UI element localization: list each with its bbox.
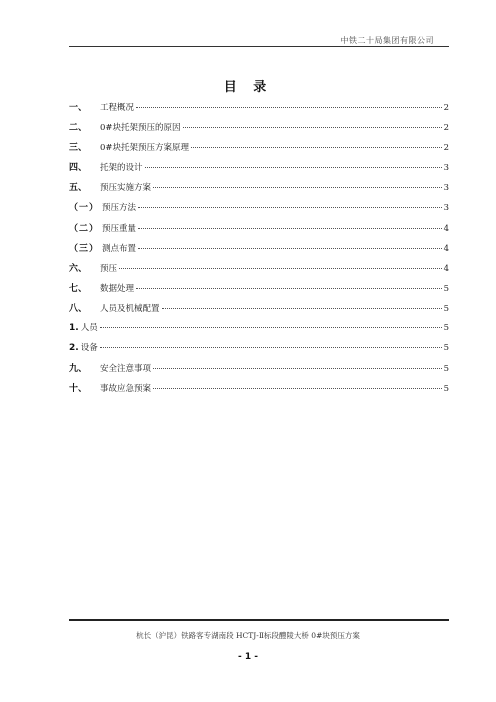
- toc-entry-label: 托架的设计: [100, 163, 143, 174]
- table-of-contents: [69, 100, 449, 401]
- footer-divider: [69, 619, 449, 621]
- toc-entry-page: 3: [443, 203, 449, 214]
- toc-entry[interactable]: [69, 100, 449, 120]
- toc-entry-label: 工程概况: [100, 103, 135, 113]
- toc-entry-page: 3: [443, 183, 449, 194]
- toc-dot-leader: [136, 107, 442, 108]
- toc-entry[interactable]: [69, 341, 449, 361]
- toc-dot-leader: [136, 288, 442, 289]
- toc-entry-label: 设备: [80, 343, 98, 354]
- toc-entry-page: 5: [443, 364, 449, 375]
- toc-entry-label: 人员: [80, 323, 98, 334]
- toc-entry[interactable]: [69, 160, 449, 180]
- toc-dot-leader: [138, 228, 442, 229]
- toc-entry-number: 三、: [69, 143, 88, 154]
- toc-dot-leader: [138, 248, 442, 249]
- toc-entry-page: 3: [443, 163, 449, 174]
- toc-entry-number: 五、: [69, 183, 88, 194]
- toc-entry-page: 4: [443, 223, 449, 234]
- toc-dot-leader: [153, 388, 442, 389]
- toc-entry-page: 2: [443, 123, 449, 134]
- toc-entry[interactable]: [69, 321, 449, 341]
- toc-entry-number: （三）: [69, 243, 100, 254]
- toc-entry-label: 预压方法: [102, 203, 137, 214]
- toc-entry-label: 0#块托架预压的原因: [100, 123, 181, 134]
- toc-entry[interactable]: [69, 200, 449, 220]
- toc-entry[interactable]: [69, 140, 449, 160]
- toc-entry-page: 5: [443, 283, 449, 294]
- toc-entry-page: 5: [443, 343, 449, 354]
- toc-entry-label: 事故应急预案: [100, 384, 152, 395]
- toc-entry-page: 4: [443, 263, 449, 274]
- page-number: - 1 -: [238, 652, 258, 662]
- toc-entry[interactable]: [69, 241, 449, 261]
- toc-entry-number: 七、: [69, 283, 88, 294]
- toc-entry-label: 0#块托架预压方案原理: [100, 143, 190, 154]
- toc-entry[interactable]: [69, 261, 449, 281]
- toc-entry-page: 4: [443, 243, 449, 254]
- toc-entry-page: 2: [443, 103, 449, 113]
- toc-entry-label: 人员及机械配置: [100, 303, 160, 314]
- toc-entry-page: 2: [443, 143, 449, 154]
- toc-dot-leader: [153, 187, 442, 188]
- header-company-name: 中铁二十局集团有限公司: [340, 36, 434, 45]
- toc-entry-number: 九、: [69, 364, 88, 375]
- footer-project-title: 杭长（沪昆）铁路客专湖南段 HCTJ-Ⅱ标段醴陵大桥 0#块预压方案: [136, 631, 360, 640]
- toc-entry[interactable]: [69, 381, 449, 401]
- toc-entry[interactable]: [69, 281, 449, 301]
- toc-entry-page: 5: [443, 384, 449, 395]
- toc-entry-number: （一）: [69, 203, 100, 214]
- header-divider: [69, 46, 449, 47]
- toc-entry[interactable]: [69, 361, 449, 381]
- toc-dot-leader: [183, 127, 442, 128]
- toc-entry[interactable]: [69, 301, 449, 321]
- toc-entry-label: 预压实施方案: [100, 183, 152, 194]
- toc-entry-number: （二）: [69, 223, 100, 234]
- toc-entry-label: 测点布置: [102, 243, 137, 254]
- toc-dot-leader: [100, 347, 442, 348]
- toc-entry-label: 数据处理: [100, 283, 135, 294]
- toc-entry[interactable]: [69, 221, 449, 241]
- toc-entry-number: 十、: [69, 384, 88, 395]
- toc-entry-number: 四、: [69, 163, 88, 174]
- toc-title: 目 录: [223, 80, 273, 95]
- toc-entry-label: 预压重量: [102, 223, 137, 234]
- toc-entry-number: 2.: [69, 343, 79, 354]
- toc-entry-page: 5: [443, 323, 449, 334]
- toc-dot-leader: [145, 167, 442, 168]
- toc-entry-label: 安全注意事项: [100, 364, 152, 375]
- toc-entry-page: 5: [443, 303, 449, 314]
- toc-entry[interactable]: [69, 120, 449, 140]
- toc-dot-leader: [100, 327, 442, 328]
- toc-entry[interactable]: [69, 180, 449, 200]
- toc-dot-leader: [162, 308, 442, 309]
- toc-dot-leader: [191, 147, 442, 148]
- toc-entry-number: 八、: [69, 303, 88, 314]
- toc-entry-number: 1.: [69, 323, 79, 334]
- toc-entry-label: 预压: [100, 263, 118, 274]
- toc-entry-number: 六、: [69, 263, 88, 274]
- toc-dot-leader: [153, 368, 442, 369]
- toc-entry-number: 二、: [69, 123, 88, 134]
- toc-entry-number: 一、: [69, 103, 88, 113]
- toc-dot-leader: [138, 207, 442, 208]
- toc-dot-leader: [119, 268, 442, 269]
